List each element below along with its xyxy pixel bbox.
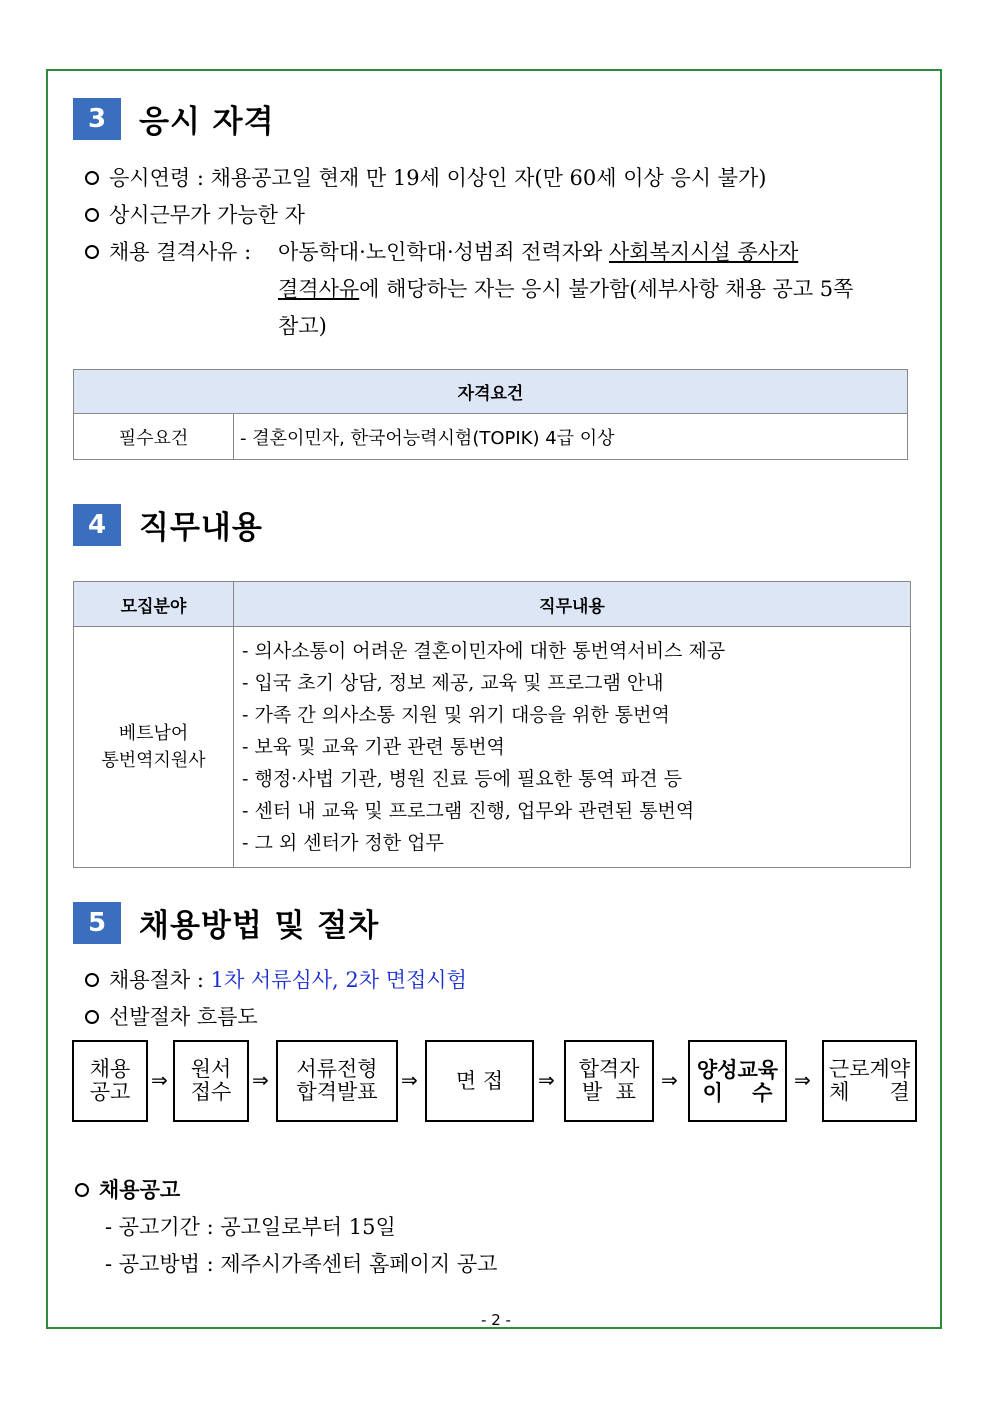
- disqualification-line3: 참고): [278, 314, 327, 338]
- section-number: 5: [73, 902, 121, 944]
- flow-step-document-result: 서류전형 합격발표: [276, 1040, 398, 1122]
- bullet-flow: 선발절차 흐름도: [85, 1001, 258, 1031]
- list-item: - 의사소통이 어려운 결혼이민자에 대한 통번역서비스 제공: [242, 635, 909, 667]
- page-number: - 2 -: [481, 1311, 511, 1329]
- flow-step-interview: 면 접: [425, 1040, 534, 1122]
- table-header: 자격요건: [74, 370, 908, 414]
- list-item: - 행정·사법 기관, 병원 진료 등에 필요한 통역 파견 등: [242, 763, 909, 795]
- section-3-heading: [73, 96, 275, 141]
- flow-step-final-result: 합격자 발 표: [564, 1040, 654, 1122]
- circle-bullet-icon: [85, 973, 99, 987]
- section-number: 4: [73, 504, 121, 546]
- bullet-procedure: 채용절차 : 1차 서류심사, 2차 면접시험: [85, 964, 467, 994]
- notice-method: - 공고방법 : 제주시가족센터 홈페이지 공고: [105, 1252, 498, 1276]
- table-header-field: 모집분야: [74, 582, 234, 627]
- field-cell: [74, 627, 234, 868]
- table-row-label: 필수요건: [74, 414, 234, 460]
- flow-arrow: ⇒: [661, 1068, 678, 1092]
- field-line: 통번역지원사: [101, 750, 206, 771]
- list-item: - 보육 및 교육 기관 관련 통번역: [242, 731, 909, 763]
- flow-arrow: ⇒: [401, 1068, 418, 1092]
- circle-bullet-icon: [85, 1010, 99, 1024]
- circle-bullet-icon: [85, 245, 99, 259]
- bullet-fulltime: 상시근무가 가능한 자: [85, 199, 305, 229]
- list-item: - 센터 내 교육 및 프로그램 진행, 업무와 관련된 통번역: [242, 795, 909, 827]
- notice-period: - 공고기간 : 공고일로부터 15일: [105, 1215, 396, 1239]
- duties-table: [73, 581, 911, 868]
- duties-cell: [234, 627, 911, 868]
- duties-list: [242, 635, 909, 859]
- flow-step-application: 원서 접수: [173, 1040, 249, 1122]
- flow-arrow: ⇒: [151, 1068, 168, 1092]
- field-line: 베트남어: [118, 723, 189, 744]
- flow-arrow: ⇒: [252, 1068, 269, 1092]
- section-5-heading: [73, 900, 379, 945]
- section-number: 3: [73, 98, 121, 140]
- flow-step-contract: 근로계약 체 결: [822, 1040, 917, 1122]
- flow-step-announcement: 채용 공고: [72, 1040, 148, 1122]
- circle-bullet-icon: [75, 1183, 89, 1197]
- bullet-disqualification: 채용 결격사유 :: [85, 236, 251, 266]
- flow-arrow: ⇒: [794, 1068, 811, 1092]
- list-item: - 입국 초기 상담, 정보 제공, 교육 및 프로그램 안내: [242, 667, 909, 699]
- circle-bullet-icon: [85, 208, 99, 222]
- circle-bullet-icon: [85, 171, 99, 185]
- section-title: 채용방법 및 절차: [139, 908, 380, 944]
- table-row-value: - 결혼이민자, 한국어능력시험(TOPIK) 4급 이상: [234, 414, 908, 460]
- section-4-heading: [73, 502, 263, 547]
- disqualification-line1: 아동학대·노인학대·성범죄 전력자와 사회복지시설 종사자: [278, 240, 799, 264]
- section-title: 직무내용: [139, 510, 263, 546]
- section-title: 응시 자격: [139, 104, 275, 140]
- flow-arrow: ⇒: [538, 1068, 555, 1092]
- qualification-table: [73, 369, 908, 460]
- bullet-notice: 채용공고: [75, 1174, 180, 1204]
- list-item: - 가족 간 의사소통 지원 및 위기 대응을 위한 통번역: [242, 699, 909, 731]
- flow-step-training: 양성교육 이 수: [688, 1040, 787, 1122]
- list-item: - 그 외 센터가 정한 업무: [242, 827, 909, 859]
- table-header-duties: 직무내용: [234, 582, 911, 627]
- bullet-age: 응시연령 : 채용공고일 현재 만 19세 이상인 자(만 60세 이상 응시 불가): [85, 162, 766, 192]
- disqualification-line2: 결격사유에 해당하는 자는 응시 불가함(세부사항 채용 공고 5쪽: [278, 277, 854, 301]
